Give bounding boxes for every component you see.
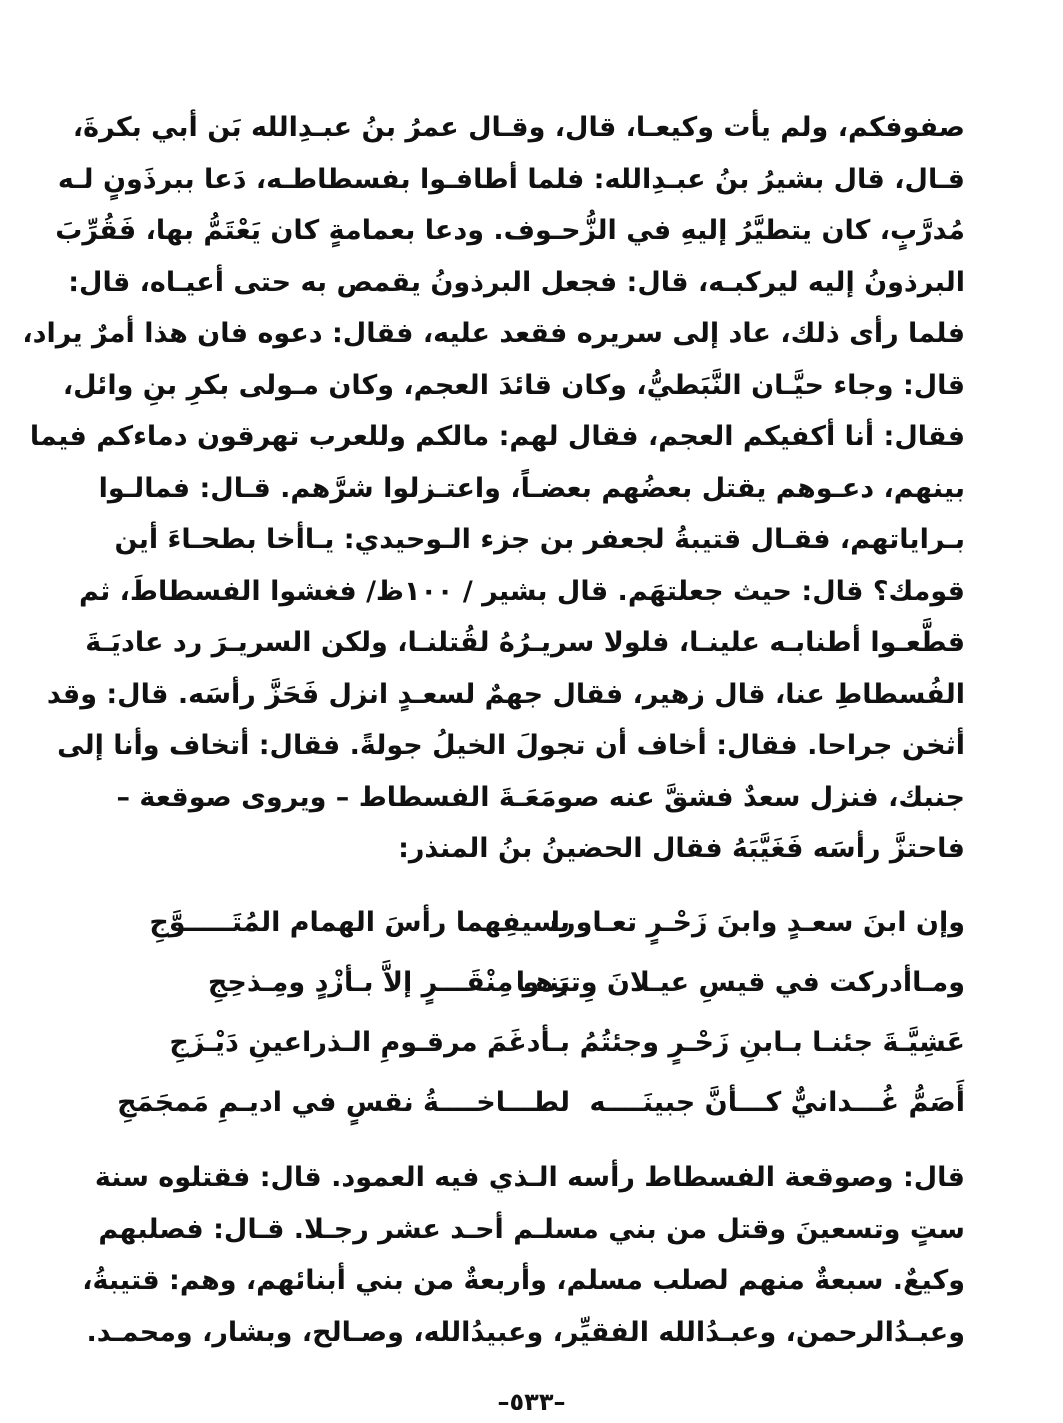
verse-second-hemistich: بسيفِهما رأسَ الهمام المُتَـــــوَّجِ — [149, 906, 570, 938]
text-line: الفُسطاطِ عنا، قال زهير، فقال جهمٌ لسعـدٍ انزل فَحَزَّ رأسَه. قال: وقد — [46, 678, 965, 710]
text-line: قال: وصوقعة الفسطاط رأسه الـذي فيه العمود. قال: فقتلوه سنة — [94, 1162, 965, 1193]
verse-second-hemistich: لطـــاخــــةُ نقسٍ في اديـمِ مَمجَمَجِ — [117, 1086, 570, 1118]
poem-block — [117, 892, 965, 1132]
text-line: بـراياتهم، فقـال قتيبةُ لجعفر بن جزء الـوحيدي: يـاأخا بطحـاءَ أين — [114, 524, 965, 555]
text-line: صفوفكم، ولم يأت وكيعـا، قال، وقـال عمرُ بنُ عبـدِالله بَن أبي بكرةَ، — [72, 112, 965, 143]
text-line: قـال، قال بشيرُ بنُ عبـدِالله: فلما أطافـوا بفسطاطـه، دَعا ببرذَونٍ لـه — [57, 163, 965, 195]
poem-verse — [169, 1012, 965, 1072]
text-line: فاحتزَّ رأسَه فَغَيَّبَهُ فقال الحضينُ بنُ المنذر: — [398, 833, 965, 864]
text-line: وكيعٌ. سبعةٌ منهم لصلب مسلم، وأربعةٌ من بني أبنائهم، وهم: قتيبةُ، — [82, 1265, 965, 1296]
verse-first-hemistich: ومـاأدركت في قيسِ عيـلانَ وِترَهـا — [515, 966, 965, 998]
verse-second-hemistich: بـأدغَمَ مرقـومِ الـذراعينِ دَيْـزَجِ — [169, 1026, 570, 1058]
poem-verse — [149, 892, 965, 952]
text-line: ستٍ وتسعينَ وقتل من بني مسلـم أحـد عشر رجـلا. قـال: فصلبهم — [98, 1213, 965, 1245]
text-line: البرذونُ إليه ليركبـه، قال: فجعل البرذونُ يقمص به حتى أعيـاه، قال: — [68, 266, 965, 298]
text-line: فلما رأى ذلك، عاد إلى سريره فقعد عليه، فقال: دعوه فان هذا أمرٌ يراد، — [22, 318, 965, 349]
prose-block-top — [22, 102, 965, 875]
prose-block-bottom — [82, 1152, 965, 1358]
text-line: بينهم، دعـوهم يقتل بعضُهم بعضـاً، واعتـزلوا شرَّهم. قـال: فمالـوا — [98, 472, 965, 504]
text-line: قومك؟ قال: حيث جعلتهَم. قال بشير / ١٠٠ظ/ فغشوا الفسطاطَ، ثم — [78, 575, 965, 607]
text-line: أثخن جراحا. فقال: أخاف أن تجولَ الخيلُ جولةً. فقال: أتخاف وأنا إلى — [57, 730, 965, 761]
page-number: –٥٣٣– — [497, 1388, 566, 1416]
text-line: جنبك، فنزل سعدٌ فشقَّ عنه صومَعَـةَ الفسطاط – ويروى صوقعة – — [116, 781, 965, 813]
text-line: مُدرَّبٍ، كان يتطيَّرُ إليهِ في الزُّحـوف. ودعا بعمامةٍ كان يَعْتَمُّ بها، فَقُرِّبَ — [55, 215, 965, 246]
verse-first-hemistich: أَصَمُّ غُـــدانيٌّ كـــأنَّ جبينَــــه — [589, 1086, 965, 1118]
poem-verse — [205, 952, 965, 1012]
text-line: قال: وجاء حيَّـان النَّبَطيُّ، وكان قائدَ العجم، وكان مـولى بكرِ بنِ وائل، — [62, 369, 965, 401]
text-line: وعبـدُالرحمن، وعبـدُالله الفقيِّر، وعبيدُالله، وصـالح، وبشار، ومحمـد. — [86, 1316, 965, 1348]
text-line: فقال: أنا أكفيكم العجم، فقال لهم: مالكم وللعرب تهرقون دماءكم فيما — [29, 421, 965, 452]
poem-verse — [117, 1072, 965, 1132]
verse-second-hemistich: بنـو مِنْقَـــرٍ إلاَّ بـأزْدٍ ومِـذحِجِ — [207, 966, 570, 998]
verse-first-hemistich: عَشِيَّـةَ جئنـا بـابنِ زَحْـرٍ وجئتُمُ — [579, 1026, 965, 1058]
text-line: قطَّعـوا أطنابـه علينـا، فلولا سريـرُهُ لقُتلنـا، ولكن السريـرَ رد عاديَـةَ — [85, 627, 965, 658]
verse-first-hemistich: وإن ابنَ سعـدٍ وابنَ زَحْـرٍ تعـاورا — [550, 906, 965, 938]
